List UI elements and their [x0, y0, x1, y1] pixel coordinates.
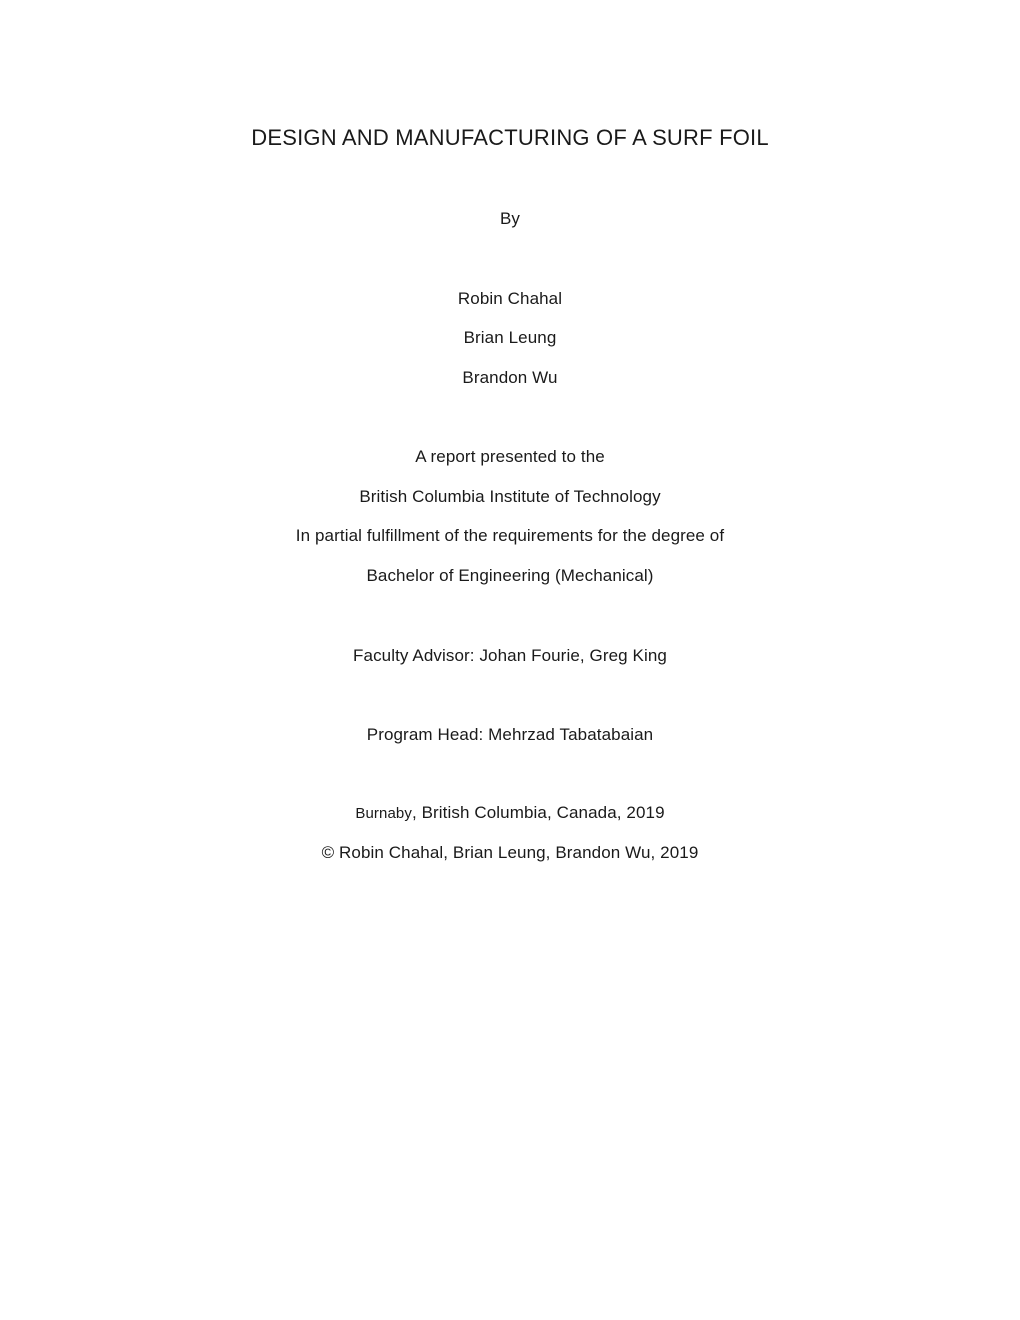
- fulfillment-line: In partial fulfillment of the requirements for the degree of: [295, 526, 725, 545]
- location-line: [0, 802, 1020, 825]
- author-name: Brandon Wu: [462, 368, 558, 387]
- by-label: By: [499, 209, 521, 228]
- author-name: Robin Chahal: [457, 289, 563, 308]
- author-name: Brian Leung: [463, 328, 557, 347]
- program-head: Program Head: Mehrzad Tabatabaian: [366, 725, 654, 744]
- degree-name: Bachelor of Engineering (Mechanical): [366, 566, 654, 585]
- location-rest: , British Columbia, Canada, 2019: [411, 803, 665, 822]
- document-title: DESIGN AND MANUFACTURING OF A SURF FOIL: [251, 125, 769, 150]
- faculty-advisor: Faculty Advisor: Johan Fourie, Greg King: [353, 646, 667, 665]
- institution-name: British Columbia Institute of Technology: [359, 487, 661, 506]
- report-presented-line: A report presented to the: [415, 447, 605, 466]
- copyright-line: © Robin Chahal, Brian Leung, Brandon Wu, 2019: [321, 843, 699, 862]
- location-city: Burnaby: [355, 805, 412, 822]
